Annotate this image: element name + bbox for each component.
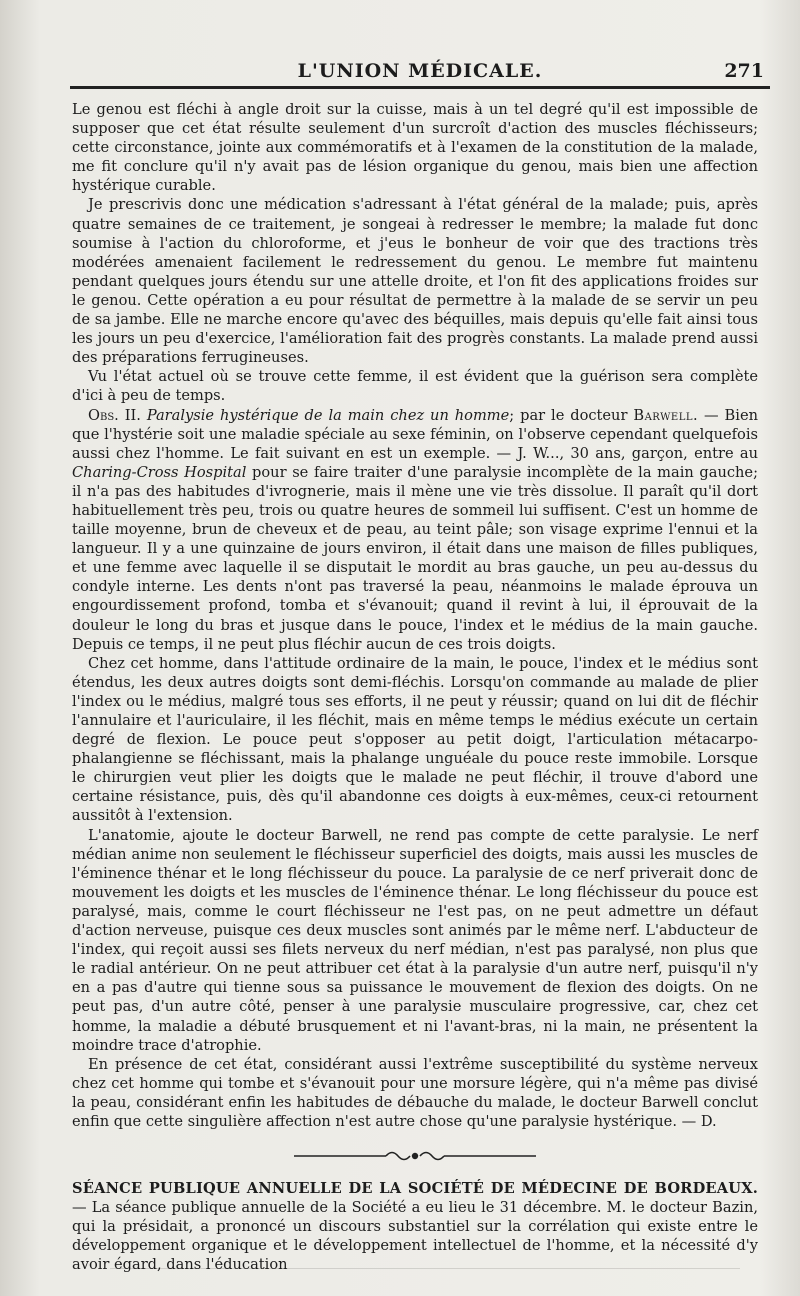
paragraph-hand-attitude: Chez cet homme, dans l'attitude ordinaire de la main, le pouce, l'index et le médius sont étendus, les deux autres doigts sont demi-fléchis. Lorsqu'on commande au malade de plier l'index ou le médius, malgré tous ses efforts, il ne peut y réussir; quand on lui dit de fléchir l'annulaire et l'auriculaire, il les fléchit, mais en même temps le médius exécute un certain degré de flexion. Le pouce peut s'opposer au petit doigt, l'articulation métacarpo-phalangienne se fléchissant, mais la phalange unguéale du pouce reste immobile. Lorsque le chirurgien veut plier les doigts que le malade ne peut fléchir, il trouve d'abord une certaine résistance, puis, dès qu'il abandonne ces doigts à eux-mêmes, ceux-ci retournent aussitôt à l'extension. <box>72 654 758 825</box>
page-number: 271 <box>724 60 764 82</box>
paragraph-treatment: Je prescrivis donc une médication s'adressant à l'état général de la malade; puis, après quatre semaines de ce traitement, je songeai à redresser le membre; la malade fut donc soumise à l'action du chloroforme, et j'eus le bonheur de voir que des tractions très modérées amenaient facilement le redressement du genou. Le membre fut maintenu pendant quelques jours étendu sur une attelle droite, et l'on fit des applications froides sur le genou. Cette opération a eu pour résultat de permettre à la malade de se servir un peu de sa jambe. Elle ne marche encore qu'avec des béquilles, mais depuis qu'elle fait ainsi tous les jours un peu d'exercice, l'amélioration fait des progrès constants. La malade prend aussi des préparations ferrugineuses. <box>72 196 758 367</box>
paragraph-conclusion: En présence de cet état, considérant aussi l'extrême susceptibilité du système nerveux chez cet homme qui tombe et s'évanouit pour une morsure légère, qui n'a même pas divisé la peau, considérant enfin les habitudes de débauche du malade, le docteur Barwell conclut enfin que cette singulière affection n'est autre chose qu'une paralysie hystérique. — D. <box>72 1055 758 1130</box>
section-text: — La séance publique annuelle de la Société a eu lieu le 31 décembre. M. le docteur Bazin, qui la présidait, a prononcé un discours substantiel sur la corrélation qui existe entre le développement organique et le développement intellectuel de l'homme, et la nécessité d'y avoir égard, dans l'éducation <box>72 1199 758 1274</box>
running-title: L'UNION MÉDICALE. <box>297 60 543 82</box>
observation-label: Obs. II. <box>88 406 141 424</box>
observation-by: ; par le docteur <box>509 406 628 424</box>
section-heading: SÉANCE PUBLIQUE ANNUELLE DE LA SOCIÉTÉ DE MÉDECINE DE BORDEAUX. <box>72 1180 758 1198</box>
paragraph-anatomy: L'anatomie, ajoute le docteur Barwell, ne rend pas compte de cette paralysie. Le nerf médian anime non seulement le fléchisseur superficiel des doigts, mais aussi les muscles de l'éminence thénar et le long fléchisseur du pouce. La paralysie de ce nerf priverait donc de mouvement les doigts et les muscles de l'éminence thénar. Le long fléchisseur du pouce est paralysé, mais, comme le court fléchisseur ne l'est pas, on ne peut admettre un défaut d'action nerveuse, puisque ces deux muscles sont animés par le même nerf. L'abducteur de l'index, qui reçoit aussi ses filets nerveux du nerf médian, n'est pas paralysé, non plus que le radial antérieur. On ne peut attribuer cet état à la paralysie d'un autre nerf, puisqu'il n'y en a pas d'autre qui tienne sous sa puissance le mouvement de flexion des doigts. On ne peut pas, d'un autre côté, penser à une paralysie musculaire progressive, car, chez cet homme, la maladie a débuté brusquement et ni l'avant-bras, ni la main, ne présentent la moindre trace d'atrophie. <box>72 826 758 1054</box>
paragraph-observation-2 <box>72 406 758 654</box>
paragraph-bordeaux-society <box>72 1179 758 1274</box>
observation-text-2: pour se faire traiter d'une paralysie incomplète de la main gauche; il n'a pas des habitudes d'ivrognerie, mais il mène une vie très dissolue. Il paraît qu'il dort habituellement très peu, trois ou quatre heures de sommeil lui suffisent. C'est un homme de taille moyenne, brun de cheveux et de peau, au teint pâle; son visage exprime l'ennui et la langueur. Il y a une quinzaine de jours environ, il était dans une maison de filles publiques, et une femme avec laquelle il se disputait le mordit au bras gauche, un peu au-dessus du condyle interne. Les dents n'ont pas traversé la peau, néanmoins le malade éprouva un engourdissement profond, tomba et s'évanouit; quand il revint à lui, il éprouvait de la douleur le long du bras et jusque dans le pouce, l'index et le médius de la main gauche. Depuis ce temps, il ne peut plus fléchir aucun de ces trois doigts. <box>72 463 758 653</box>
observation-title: Paralysie hystérique de la main chez un homme <box>146 406 510 424</box>
observation-text-1: — Bien que l'hystérie soit une maladie spéciale au sexe féminin, on l'observe cependant quelquefois aussi chez l'homme. Le fait suivant en est un exemple. — J. W..., 30 ans, garçon, entre au <box>72 406 758 462</box>
hospital-name: Charing-Cross Hospital <box>72 463 247 481</box>
article-body <box>72 100 758 1275</box>
footer-rule <box>110 1268 740 1289</box>
paragraph-knee-case: Le genou est fléchi à angle droit sur la cuisse, mais à un tel degré qu'il est impossible de supposer que cet état résulte seulement d'un surcroît d'action des muscles fléchisseurs; cette circonstance, jointe aux commémoratifs et à l'examen de la constitution de la malade, me fit conclure qu'il n'y avait pas de lésion organique du genou, mais bien une affection hystérique curable. <box>72 101 758 195</box>
section-ornament <box>72 1141 758 1171</box>
ornament-divider-icon <box>290 1146 540 1166</box>
observation-author: Barwell. <box>633 406 699 424</box>
paragraph-prognosis: Vu l'état actuel où se trouve cette femme, il est évident que la guérison sera complète d'ici à peu de temps. <box>72 368 758 405</box>
page-header <box>70 56 770 89</box>
